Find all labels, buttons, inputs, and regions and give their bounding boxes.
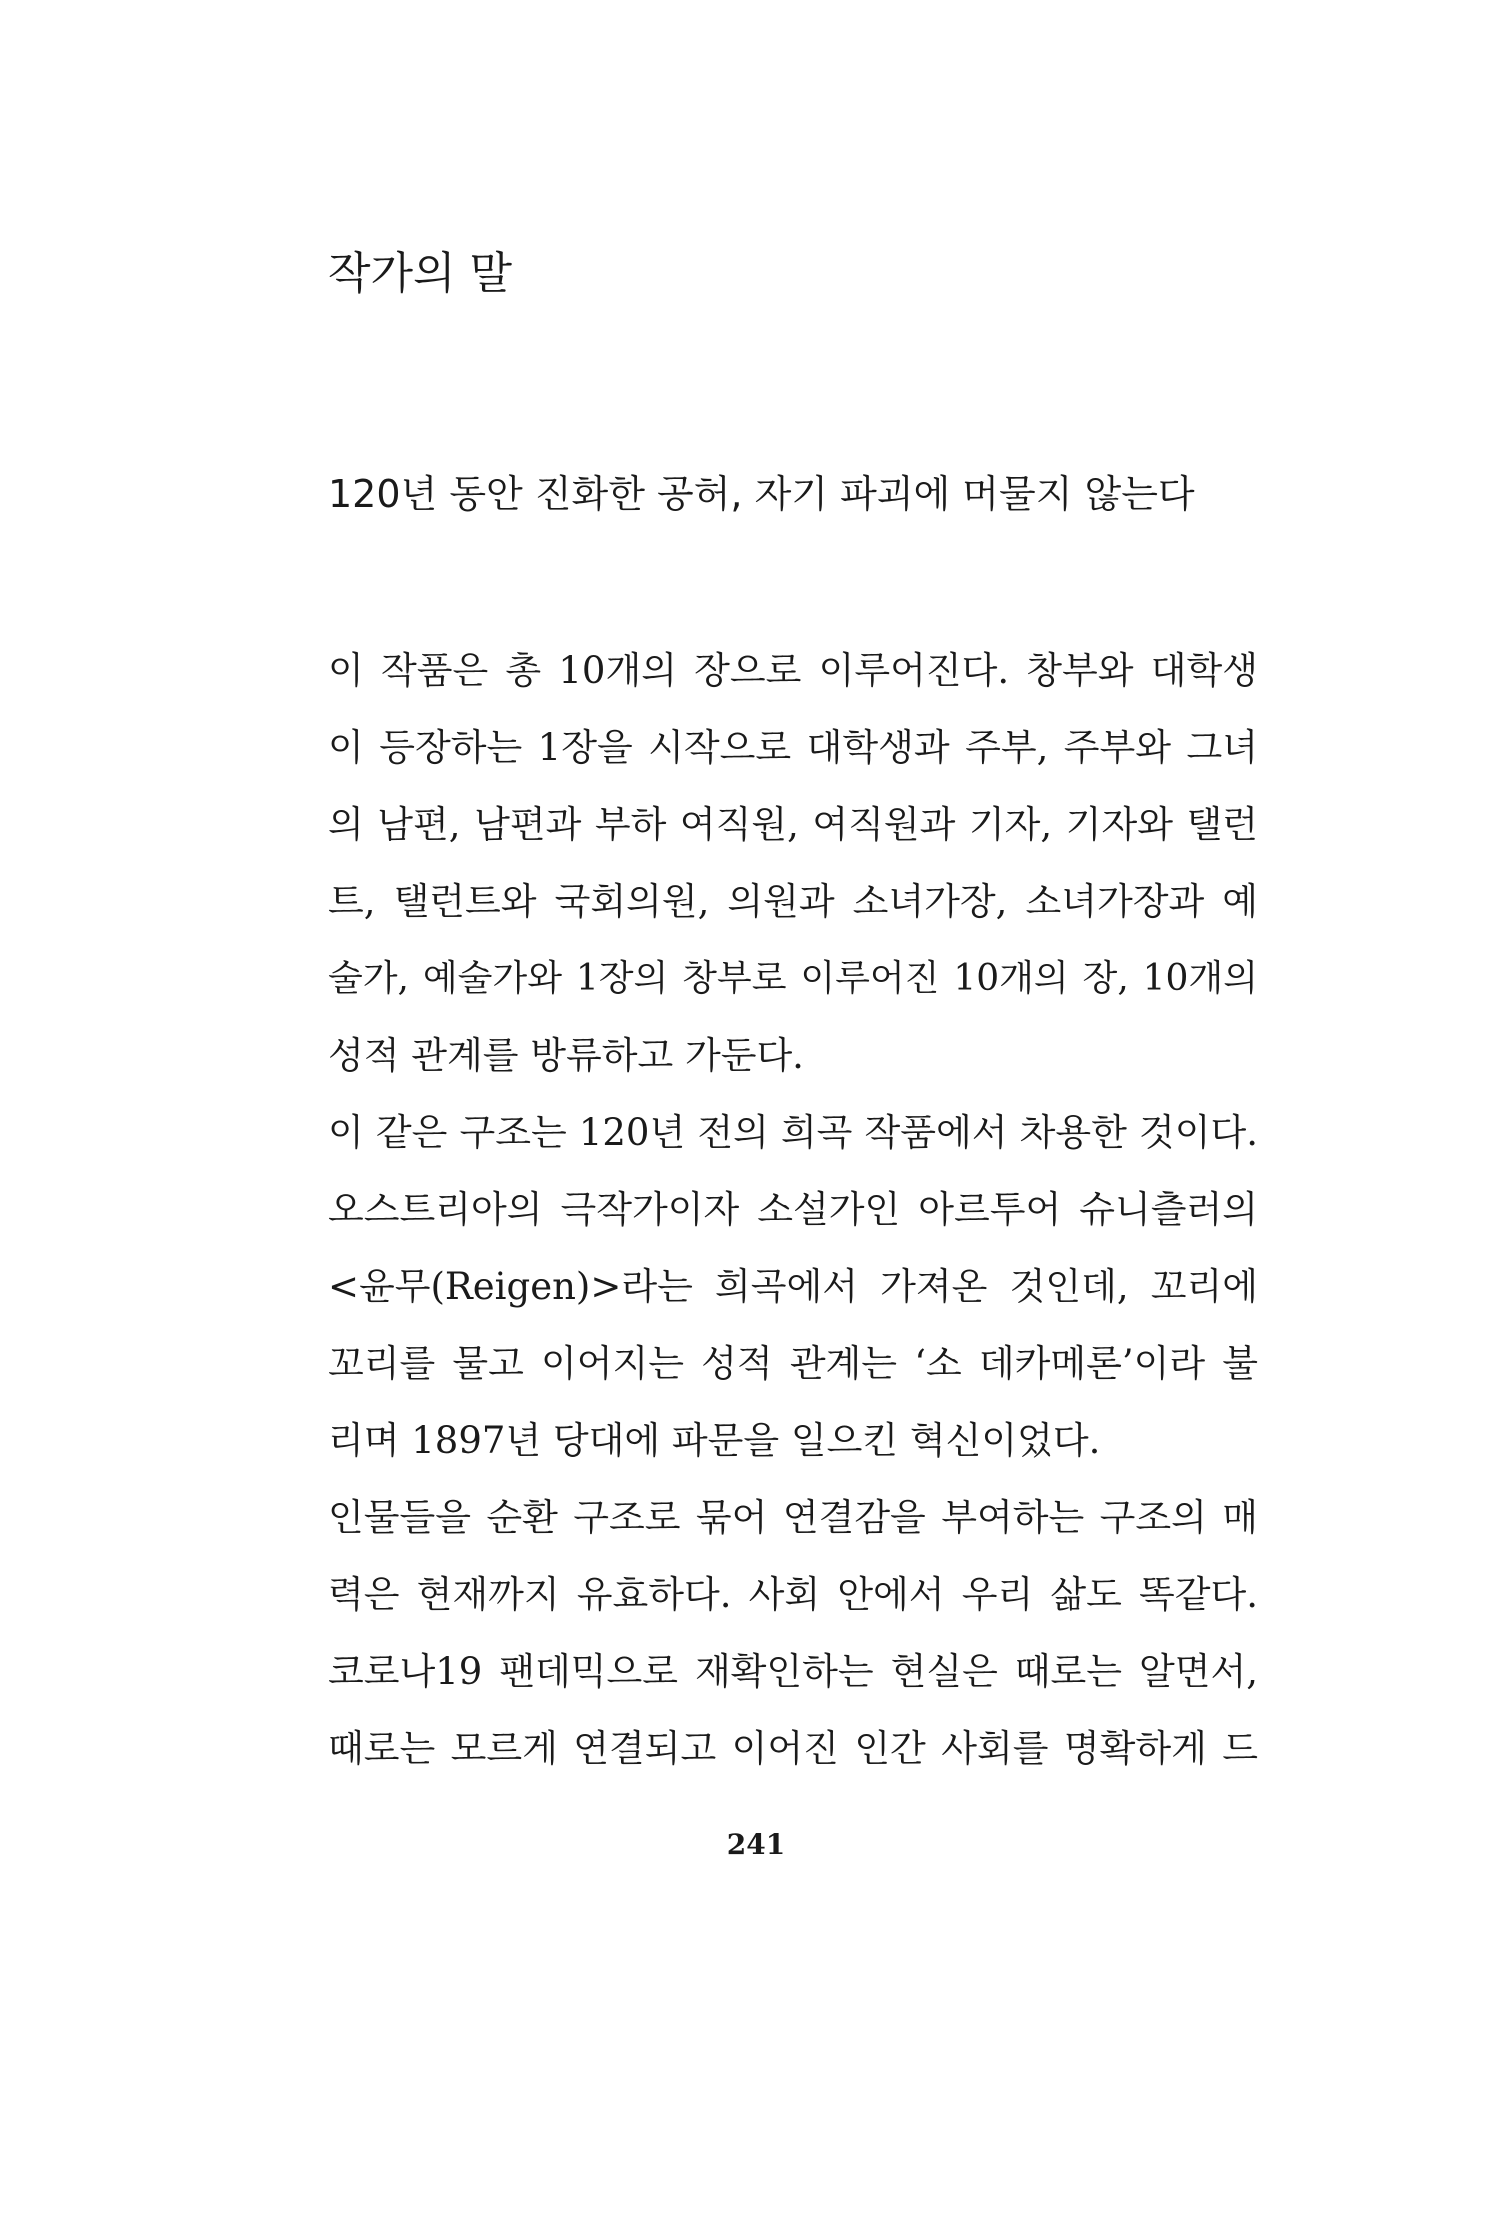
body-line: 오스트리아의 극작가이자 소설가인 아르투어 슈니츨러의 xyxy=(328,1188,1258,1231)
body-line: 이 작품은 총 10개의 장으로 이루어진다. 창부와 대학생 xyxy=(328,649,1258,692)
body-line: 이 같은 구조는 120년 전의 희곡 작품에서 차용한 것이다. xyxy=(328,1111,1258,1154)
body-line: 꼬리를 물고 이어지는 성적 관계는 ‘소 데카메론’이라 불 xyxy=(328,1342,1258,1385)
body-line: 리며 1897년 당대에 파문을 일으킨 혁신이었다. xyxy=(328,1419,1101,1462)
body-line: 코로나19 팬데믹으로 재확인하는 현실은 때로는 알면서, xyxy=(328,1650,1258,1693)
body-line: 이 등장하는 1장을 시작으로 대학생과 주부, 주부와 그녀 xyxy=(328,726,1258,769)
body-line: 술가, 예술가와 1장의 창부로 이루어진 10개의 장, 10개의 xyxy=(328,958,1258,999)
body-line: 성적 관계를 방류하고 가둔다. xyxy=(328,1034,804,1077)
body-line: <윤무(Reigen)>라는 희곡에서 가져온 것인데, 꼬리에 xyxy=(328,1265,1258,1308)
chapter-title: 작가의 말 xyxy=(328,248,513,299)
body-line: 트, 탤런트와 국회의원, 의원과 소녀가장, 소녀가장과 예 xyxy=(328,880,1258,923)
body-line: 의 남편, 남편과 부하 여직원, 여직원과 기자, 기자와 탤런 xyxy=(328,803,1258,846)
body-line: 인물들을 순환 구조로 묶어 연결감을 부여하는 구조의 매 xyxy=(328,1496,1258,1539)
body-text xyxy=(328,632,1258,1787)
section-subtitle: 120년 동안 진화한 공허, 자기 파괴에 머물지 않는다 xyxy=(328,472,1195,516)
page-number: 241 xyxy=(726,1828,786,1861)
body-line: 력은 현재까지 유효하다. 사회 안에서 우리 삶도 똑같다. xyxy=(328,1573,1258,1616)
body-line: 때로는 모르게 연결되고 이어진 인간 사회를 명확하게 드 xyxy=(328,1727,1258,1770)
